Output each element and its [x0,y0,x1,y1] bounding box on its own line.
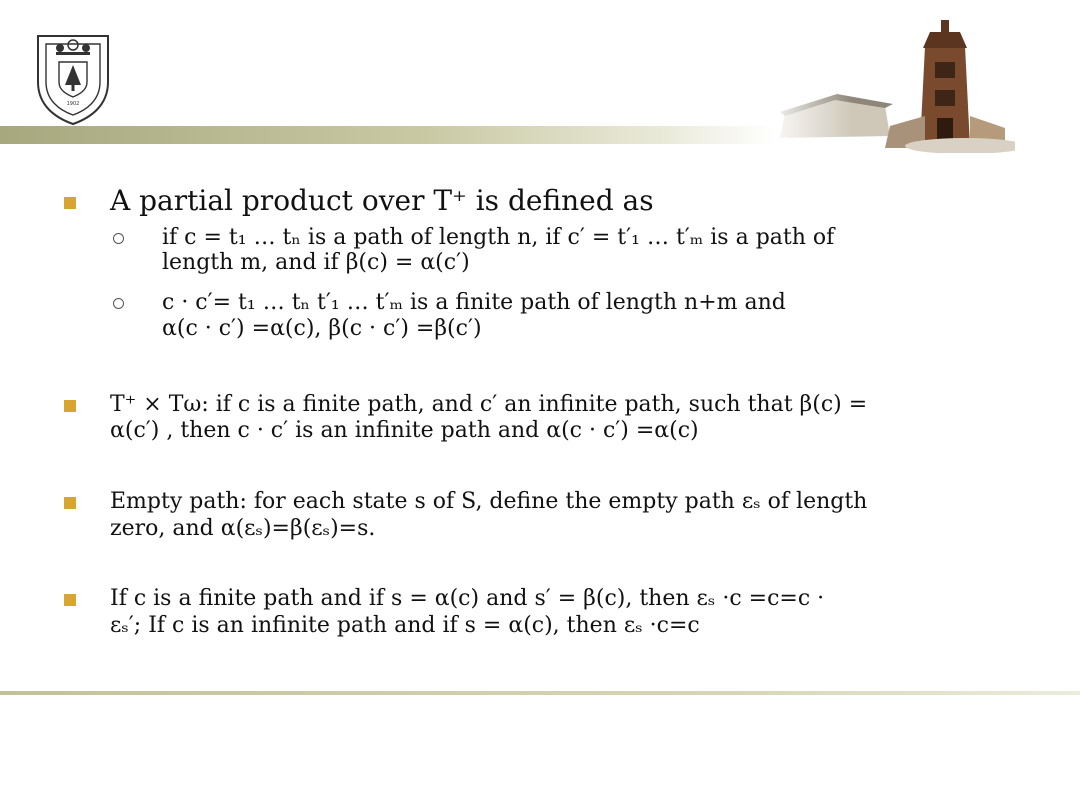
bullet-2-line-1: T⁺ × Tω: if c is a finite path, and c′ an infinite path, such that β(c) = [110,392,868,417]
bullet-marker [64,400,76,412]
sub-bullet-1-line-2: length m, and if β(c) = α(c′) [162,250,470,275]
logo-year: 1902 [66,101,80,107]
bullet-marker [64,594,76,606]
sub-bullet-2-line-2: α(c · c′) =α(c), β(c · c′) =β(c′) [162,316,482,341]
sub-bullet-1-line-1: if c = t₁ … tₙ is a path of length n, if c′ = t′₁ … t′ₘ is a path of [162,225,835,250]
sub-bullet-2-line-1: c · c′= t₁ … tₙ t′₁ … t′ₘ is a finite path of length n+m and [162,290,786,315]
sub-bullet-marker [113,233,124,244]
bullet-2-line-2: α(c′) , then c · c′ is an infinite path and α(c · c′) =α(c) [110,418,699,443]
footer-divider-line [0,691,1080,695]
bullet-4-line-1: If c is a finite path and if s = α(c) and s′ = β(c), then εₛ ·c =c=c · [110,586,825,611]
bullet-1-text: A partial product over T⁺ is defined as [110,184,654,217]
bullet-marker [64,497,76,509]
bullet-4-line-2: εₛ′; If c is an infinite path and if s = α(c), then εₛ ·c=c [110,613,700,638]
bullet-marker [64,197,76,209]
sub-bullet-marker [113,298,124,309]
bullet-3-line-2: zero, and α(εₛ)=β(εₛ)=s. [110,516,376,541]
bullet-3-line-1: Empty path: for each state s of S, define the empty path εₛ of length [110,489,868,514]
